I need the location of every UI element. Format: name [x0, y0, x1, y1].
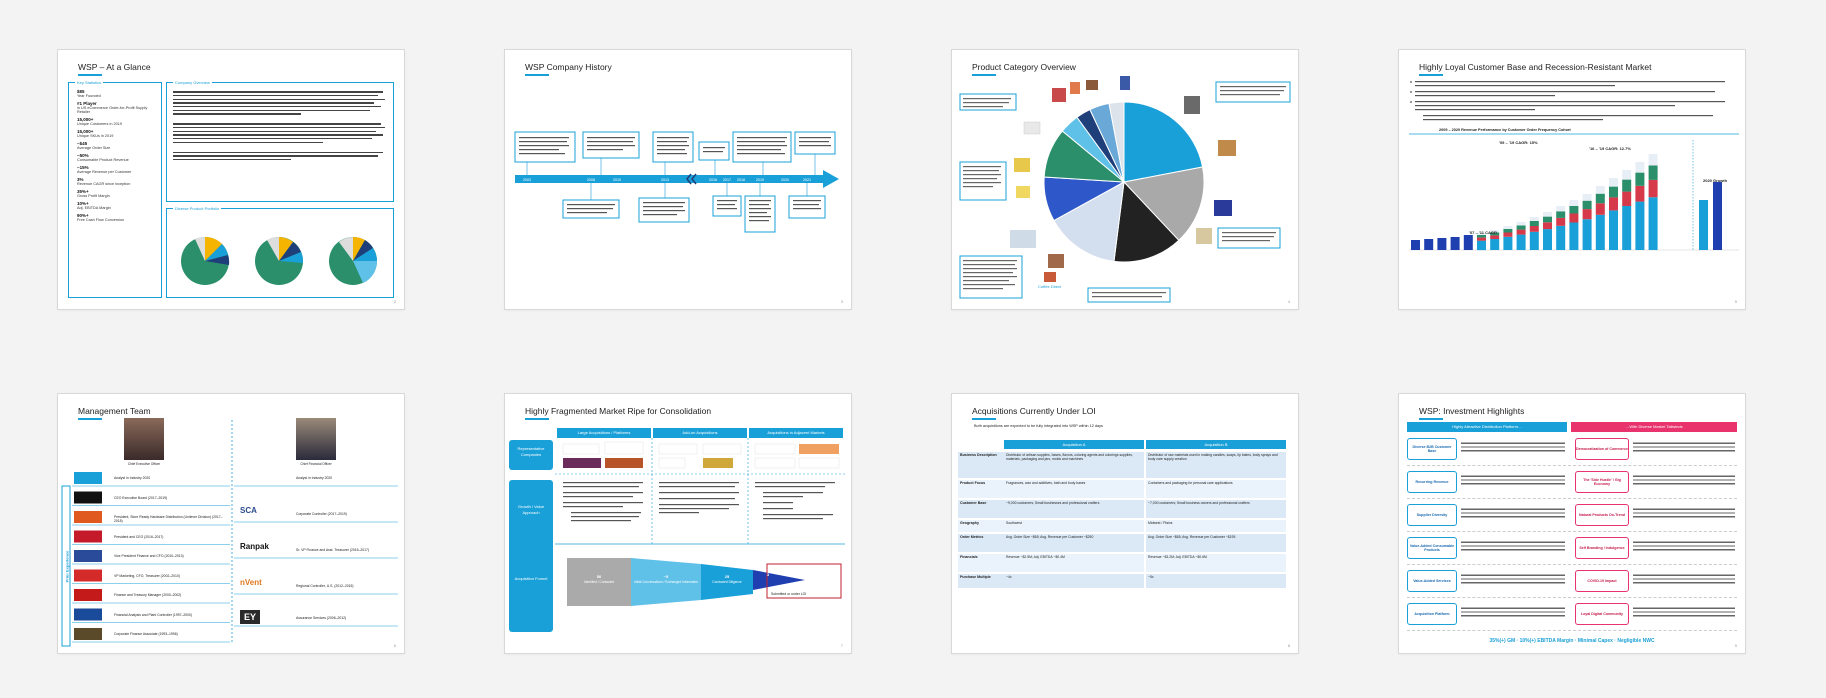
ceo-title: Chief Executive Officer — [127, 462, 161, 466]
highlight-right-text — [1633, 440, 1735, 454]
highlight-right: Loyal Digital Community — [1575, 603, 1629, 625]
row-label: Geography — [958, 520, 1004, 532]
funnel-count: 25 — [724, 574, 730, 579]
portfolio-label: Diverse Product Portfolio — [175, 206, 220, 211]
cohort-bar-segment — [1451, 237, 1460, 250]
highlight-left-text — [1461, 440, 1565, 454]
prior-experience-label: Prior Experience — [64, 550, 70, 583]
acq-b-header: Acquisition B — [1146, 440, 1286, 449]
left-header: Highly Attractive Distribution Platform… — [1407, 422, 1567, 432]
slide-thumbnail-4[interactable] — [1399, 50, 1745, 309]
highlight-right: Democratization of Commerce — [1575, 438, 1629, 460]
cohort-bar-segment — [1622, 206, 1631, 250]
cfo-title: Chief Financial Officer — [300, 462, 332, 466]
company-logo — [74, 472, 102, 484]
acq-a-cell: Fragrances, wax and additives, bath and body bases — [1004, 480, 1144, 498]
page-number: 4 — [1287, 299, 1290, 304]
cohort-bar-segment — [1490, 235, 1499, 239]
key-stat-value: 3% — [77, 177, 84, 182]
funnel-stage: Initial Conversations / Exchanged Information — [633, 580, 699, 584]
overview-label: Company Overview — [175, 80, 210, 85]
cohort-bar-segment — [1556, 206, 1565, 211]
key-stat-value: 15,000+ — [77, 129, 94, 134]
slide-thumbnail-8[interactable] — [1399, 394, 1745, 653]
row-label: Business Description — [958, 452, 1004, 478]
intro-text: Both acquisitions are expected to be fully integrated into WSP within 12 days — [974, 424, 1103, 428]
key-stat-value: ~$45 — [77, 141, 88, 146]
left-role: President and CEO (2016–2017) — [114, 534, 164, 539]
growth-bar — [1699, 200, 1708, 250]
cohort-bar-segment — [1543, 222, 1552, 229]
acq-a-cell: Revenue ~$2.5M; Adj. EBITDA ~$0.4M — [1004, 554, 1144, 572]
key-stat-value: ~15% — [77, 165, 89, 170]
funnel-stage: Identified / Contacted — [583, 580, 615, 584]
cohort-bar-segment — [1437, 238, 1446, 250]
acq-a-cell: Avg. Order Size ~$65; Avg. Revenue per Customer ~$250 — [1004, 534, 1144, 552]
cohort-bar-segment — [1530, 221, 1539, 226]
cohort-bar-segment — [1569, 206, 1578, 214]
right-role: Corporate Controller (2017–2019) — [296, 512, 347, 516]
row-divider — [1407, 465, 1737, 466]
funnel-count: ~5 — [663, 574, 669, 579]
cohort-bar-segment — [1635, 173, 1644, 186]
row-divider — [1407, 531, 1737, 532]
acq-b-cell: Containers and packaging for personal care applications — [1146, 480, 1286, 498]
company-logo-right: SCA — [240, 506, 257, 515]
cohort-bar-segment — [1609, 197, 1618, 210]
key-stat-label: Average Order Size — [77, 146, 111, 150]
right-header: …With Diverse Market Tailwinds — [1571, 422, 1737, 432]
left-role: Finance and Treasury Manager (2000–2002) — [114, 593, 182, 597]
page-number: 9 — [1734, 643, 1737, 648]
right-role: Regional Controller, U.S. (2012–2015) — [296, 584, 354, 588]
timeline-year: 2019 — [756, 178, 764, 182]
company-logo-right: Ranpak — [240, 542, 269, 551]
cohort-bar-segment — [1635, 186, 1644, 202]
row-label: Purchase Multiple — [958, 574, 1004, 588]
funnel-note: Submitted or under LOI — [771, 592, 807, 596]
cohort-bar-segment — [1649, 197, 1658, 250]
growth-label: 2020 Growth — [1703, 178, 1728, 183]
key-stat-value: #1 Player — [77, 101, 97, 106]
cohort-bar-segment — [1477, 241, 1486, 250]
key-stat-label: Unique SKUs in 2019 — [77, 134, 114, 138]
row-label: Product Focus — [958, 480, 1004, 498]
cohort-bar-segment — [1477, 238, 1486, 241]
highlight-left: Diverse B2B Customer Base — [1407, 438, 1457, 460]
key-stat-label: Adj. EBITDA Margin — [77, 206, 111, 210]
right-role: Assurance Services (2006–2012) — [296, 616, 347, 620]
cohort-bar-segment — [1609, 178, 1618, 187]
key-stats-list — [77, 89, 159, 225]
timeline-year: 2018 — [737, 178, 745, 182]
page-number: 2 — [393, 299, 396, 304]
key-stat-value: 90%+ — [77, 213, 89, 218]
highlight-right-text — [1633, 473, 1735, 487]
key-stats-panel — [68, 82, 162, 298]
page-number: 6 — [393, 643, 396, 648]
footer-banner: 35%(+) GM · 10%(+) EBITDA Margin · Minimal Capex · Negligible NWC — [1489, 638, 1655, 644]
highlight-left: Acquisition Platform — [1407, 603, 1457, 625]
key-stat — [77, 177, 159, 186]
key-stat-label: in US eCommerce Order-for-Profit Supply Retailer — [77, 106, 148, 114]
highlight-left-text — [1461, 539, 1565, 553]
key-stat — [77, 165, 159, 174]
row-label-2: Growth / Value Approach — [509, 480, 553, 564]
key-stat — [77, 141, 159, 150]
cohort-bar-segment — [1543, 217, 1552, 223]
cohort-bar-segment — [1609, 210, 1618, 250]
slide-title: WSP: Investment Highlights — [1419, 406, 1525, 416]
cohort-bar-segment — [1596, 215, 1605, 250]
row-label: Customer Base — [958, 500, 1004, 518]
cohort-bar-segment — [1649, 166, 1658, 180]
cohort-bar-segment — [1622, 180, 1631, 192]
key-stat-label: Free Cash Flow Conversion — [77, 218, 125, 222]
key-stat-value: 35%+ — [77, 189, 89, 194]
portfolio-pies — [167, 209, 393, 297]
highlight-right-text — [1633, 506, 1735, 520]
cohort-bar-segment — [1583, 201, 1592, 209]
highlight-left-text — [1461, 572, 1565, 586]
key-stat — [77, 213, 159, 222]
cohort-bar-segment — [1503, 237, 1512, 250]
highlight-right: COVID-19 Impact — [1575, 570, 1629, 592]
cohort-bar-segment — [1596, 194, 1605, 204]
slide-title: Acquisitions Currently Under LOI — [972, 406, 1096, 416]
cohort-bar-segment — [1649, 180, 1658, 197]
slide-title: Management Team — [78, 406, 151, 416]
cohort-bar-segment — [1622, 170, 1631, 180]
key-stat-value: ~50% — [77, 153, 89, 158]
overview-text-block — [173, 89, 387, 163]
right-role: Analyst in Industry 2020 — [296, 476, 333, 480]
title-underline — [972, 418, 996, 420]
cohort-bar-segment — [1530, 226, 1539, 232]
timeline-year: 2010 — [613, 178, 621, 182]
key-stat-label: Unique Customers in 2019 — [77, 122, 122, 126]
acq-b-cell: Avg. Order Size ~$65; Avg. Revenue per Customer ~$195 — [1146, 534, 1286, 552]
left-role: Analyst in Industry 2020 — [114, 476, 151, 480]
slide-thumbnail-2[interactable] — [505, 50, 851, 309]
funnel-count: 50 — [596, 574, 602, 579]
cohort-bar-segment — [1517, 222, 1526, 225]
key-stat — [77, 201, 159, 210]
cagr-label-top: '09 – '19 CAGR: 15% — [1499, 140, 1538, 145]
cohort-bar-segment — [1543, 229, 1552, 250]
timeline-year: 2017 — [723, 178, 731, 182]
highlight-right: Self Branding / Indulgence — [1575, 537, 1629, 559]
acq-b-cell: ~7,000 customers; Small business owners and professional crafters — [1146, 500, 1286, 518]
timeline-year: 2013 — [661, 178, 669, 182]
cohort-bar-segment — [1424, 239, 1433, 250]
company-logo — [74, 570, 102, 582]
key-stats-label: Key Statistics — [77, 80, 102, 85]
funnel-stage: Conducted Diligence — [712, 580, 742, 584]
highlight-left-text — [1461, 605, 1565, 619]
key-stat — [77, 153, 159, 162]
left-role: President, Store Ready Hardware Distribution (Unilever Division) (2017–2018) — [114, 515, 223, 523]
page-number: 3 — [840, 299, 843, 304]
acq-a-header: Acquisition A — [1004, 440, 1144, 449]
left-role: Corporate Finance Associate (1993–1996) — [114, 632, 178, 636]
acq-b-cell: ~5x — [1146, 574, 1286, 588]
cohort-bar-segment — [1583, 209, 1592, 219]
growth-bar — [1713, 182, 1722, 250]
cohort-bar-segment — [1569, 223, 1578, 251]
highlight-right-text — [1633, 539, 1735, 553]
row-label: Order Metrics — [958, 534, 1004, 552]
slide-thumbnail-3[interactable] — [952, 50, 1298, 309]
slide-title: WSP – At a Glance — [78, 62, 151, 72]
cohort-bar-segment — [1569, 200, 1578, 206]
market-table — [505, 394, 851, 653]
key-stat — [77, 189, 159, 198]
company-logo — [74, 492, 102, 504]
title-underline — [78, 74, 102, 76]
highlight-left: Supplier Diversity — [1407, 504, 1457, 526]
company-logo — [74, 511, 102, 523]
cagr-label-mid: '16 – '19 CAGR: 12.7% — [1589, 146, 1631, 151]
row-divider — [1407, 498, 1737, 499]
timeline-year: 2016 — [709, 178, 717, 182]
page-number: 8 — [1287, 643, 1290, 648]
cagr-label-low: '07 – '11 CAGR — [1469, 230, 1497, 235]
cohort-bar-segment — [1583, 219, 1592, 250]
row-label-3: Acquisition Funnel — [509, 554, 553, 632]
cohort-bar-segment — [1556, 211, 1565, 218]
key-stat-label: Consumable Product Revenue — [77, 158, 129, 162]
company-overview-panel — [166, 82, 394, 202]
product-portfolio-panel — [166, 208, 394, 298]
cohort-bar-segment — [1609, 187, 1618, 198]
cohort-bar-segment — [1530, 217, 1539, 221]
cohort-bar-segment — [1503, 226, 1512, 229]
key-stat — [77, 89, 159, 98]
left-role: CEO Executive Board (2017–2019) — [114, 495, 168, 500]
row-divider — [1407, 597, 1737, 598]
cohort-bar-segment — [1490, 239, 1499, 250]
cohort-bar-segment — [1596, 186, 1605, 194]
company-logo — [74, 550, 102, 562]
key-stat — [77, 129, 159, 138]
right-role: Sr. VP Finance and Asst. Treasurer (2015–2017) — [296, 548, 370, 552]
highlight-left-text — [1461, 506, 1565, 520]
cohort-bar-segment — [1503, 229, 1512, 233]
row-divider — [1407, 564, 1737, 565]
slide-title: Highly Fragmented Market Ripe for Consolidation — [525, 406, 712, 416]
key-stat-label: Average Revenue per Customer — [77, 170, 132, 174]
coffee-brand-logo: Coffee Direct — [1038, 284, 1062, 289]
cohort-bar-segment — [1503, 233, 1512, 237]
slide-title: WSP Company History — [525, 62, 612, 72]
slide-thumbnail-7[interactable] — [952, 394, 1298, 653]
row-label-1: Representative Companies — [509, 440, 553, 470]
left-role: Financial Analysis and Plant Controller (1997–2000) — [114, 612, 193, 617]
timeline-year: 2020 — [781, 178, 789, 182]
cohort-bar-segment — [1517, 235, 1526, 250]
cohort-bar-segment — [1517, 225, 1526, 229]
cohort-bar-segment — [1635, 162, 1644, 173]
cohort-bar-segment — [1569, 214, 1578, 223]
cohort-bar-segment — [1464, 235, 1473, 250]
timeline-year: 2008 — [587, 178, 595, 182]
cohort-bar-segment — [1556, 218, 1565, 226]
key-stat-value: 15,000+ — [77, 117, 94, 122]
column-header-2: Add-on Acquisitions — [653, 428, 747, 438]
funnel-count: 3 — [766, 572, 770, 577]
slide-thumbnail-6[interactable] — [505, 394, 851, 653]
highlight-left: Value-Added Consumable Products — [1407, 537, 1457, 559]
key-stat-label: Gross Profit Margin — [77, 194, 110, 198]
slide-title: Highly Loyal Customer Base and Recession-Resistant Market — [1419, 62, 1652, 72]
company-logo — [74, 609, 102, 621]
acq-a-cell: Southwest — [1004, 520, 1144, 532]
timeline-graphic — [505, 50, 851, 309]
cohort-bar-segment — [1530, 232, 1539, 250]
category-pie-chart — [952, 50, 1298, 309]
cohort-bar-segment — [1543, 212, 1552, 217]
cohort-bar-segment — [1411, 240, 1420, 250]
highlight-left: Value-Added Services — [1407, 570, 1457, 592]
row-divider — [1407, 630, 1737, 631]
acq-b-cell: Midwest / Plains — [1146, 520, 1286, 532]
company-logo — [74, 589, 102, 601]
cohort-bar-segment — [1556, 226, 1565, 250]
acq-a-cell: ~4x — [1004, 574, 1144, 588]
title-underline — [1419, 418, 1443, 420]
acq-a-cell: ~9,000 customers; Small businesses and professional crafters — [1004, 500, 1144, 518]
key-stat — [77, 101, 159, 114]
slide-thumbnail-1[interactable] — [58, 50, 404, 309]
highlight-left-text — [1461, 473, 1565, 487]
company-logo-right: EY — [240, 610, 260, 624]
acq-a-cell: Distributor of artisan supplies, bases, flavors, coloring agents and colorings supplies, materials, packaging and jars, molds and machines — [1004, 452, 1144, 478]
timeline-year: 2021 — [803, 178, 811, 182]
company-logo-right: nVent — [240, 578, 262, 587]
timeline-year: 2003 — [523, 178, 531, 182]
cohort-revenue-chart — [1399, 50, 1745, 309]
cohort-bar-segment — [1635, 202, 1644, 250]
key-stat-label: Revenue CAGR since inception — [77, 182, 131, 186]
key-stat — [77, 117, 159, 126]
cohort-bar-segment — [1649, 154, 1658, 166]
management-grid — [58, 394, 404, 653]
company-logo — [74, 628, 102, 640]
column-header-1: Large Acquisitions / Platforms — [557, 428, 651, 438]
cohort-bar-segment — [1517, 230, 1526, 235]
left-role: VP Marketing, CFO, Treasurer (2002–2010) — [114, 573, 180, 578]
slide-thumbnail-5[interactable] — [58, 394, 404, 653]
chart-title: 2009 – 2020 Revenue Performance by Customer Order Frequency Cohort — [1439, 128, 1571, 132]
slide-title: Product Category Overview — [972, 62, 1076, 72]
key-stat-value: 10%+ — [77, 201, 89, 206]
cohort-bar-segment — [1596, 203, 1605, 215]
page-number: 5 — [1734, 299, 1737, 304]
highlight-right-text — [1633, 572, 1735, 586]
company-logo — [74, 531, 102, 543]
left-role: Vice President Finance and CFO (2010–2013) — [114, 554, 184, 558]
highlight-right-text — [1633, 605, 1735, 619]
cohort-bar-segment — [1477, 235, 1486, 238]
highlight-left: Recurring Revenue — [1407, 471, 1457, 493]
key-stat-label: Year Founded — [77, 94, 101, 98]
acq-b-cell: Distributor of raw materials used in making candles, soaps, lip balms, body sprays and body care supply creation — [1146, 452, 1286, 478]
page-number: 7 — [840, 643, 843, 648]
highlight-right: The 'Side Hustle' / Gig Economy — [1575, 471, 1629, 493]
cohort-bar-segment — [1583, 194, 1592, 201]
row-label: Financials — [958, 554, 1004, 572]
highlight-right: Natural Products On-Trend — [1575, 504, 1629, 526]
column-header-3: Acquisitions in Adjacent Markets — [749, 428, 843, 438]
key-stat-value: $85 — [77, 89, 85, 94]
acq-b-cell: Revenue ~$3.2M; Adj. EBITDA ~$0.6M — [1146, 554, 1286, 572]
cohort-bar-segment — [1622, 192, 1631, 206]
